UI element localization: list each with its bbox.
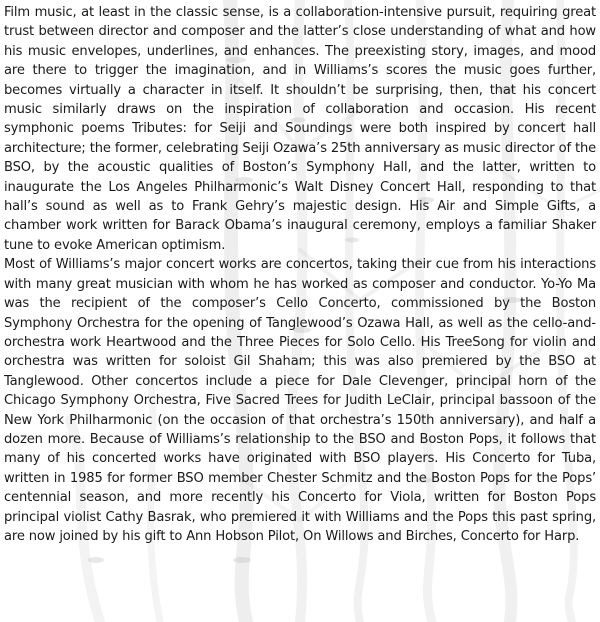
paragraph-concertos: Most of Williams’s major concert works are concertos, taking their cue from his interactions with many great musician with whom he has worked as composer and conductor. Yo-Yo Ma was the recipient of the composer’s Cello Concerto, commissioned by the Boston Symphony Orchestra for the opening of Tanglewood’s Ozawa Hall, as well as the cello-and-orchestra work Heartwood and the Three Pieces for Solo Cello. His TreeSong for violin and orchestra was written for soloist Gil Shaham; this was also premiered by the BSO at Tanglewood. Other concertos include a piece for Dale Clevenger, principal horn of the Chicago Symphony Orchestra, Five Sacred Trees for Judith LeClair, principal bassoon of the New York Philharmonic (on the occasion of that orchestra’s 150th anniversary), and half a dozen more. Because of Williams’s relationship to the BSO and Boston Pops, it follows that many of his concerted works have originated with BSO players. His Concerto for Tuba, written in 1985 for former BSO member Chester Schmitz and the Boston Pops for the Pops’ centennial season, and more recently his Concerto for Viola, written for Boston Pops principal violist Cathy Basrak, who premiered it with Williams and the Pops this past spring, are now joined by his gift to Ann Hobson Pilot, On Willows and Birches, Concerto for Harp. xyxy=(4,257,596,544)
paragraph-film-music: Film music, at least in the classic sense, is a collaboration-intensive pursuit, requiring great trust between director and composer and the latter’s close understanding of what and how his music envelopes, underlines, and enhances. The preexisting story, images, and mood are there to trigger the imagination, and in Williams’s scores the music goes further, becomes virtually a character in itself. It shouldn’t be surprising, then, that his concert music similarly draws on the inspiration of collaboration and occasion. His recent symphonic poems Tributes: for Seiji and Soundings were both inspired by concert hall architecture; the former, celebrating Seiji Ozawa’s 25th anniversary as music director of the BSO, by the acoustic qualities of Boston’s Symphony Hall, and the latter, written to inaugurate the Los Angeles Philharmonic’s Walt Disney Concert Hall, responding to that hall’s sound as well as to Frank Gehry’s majestic design. His Air and Simple Gifts, a chamber work written for Barack Obama’s inaugural ceremony, employs a familiar Shaker tune to evoke American optimism. xyxy=(4,5,596,253)
article-body xyxy=(4,3,596,546)
